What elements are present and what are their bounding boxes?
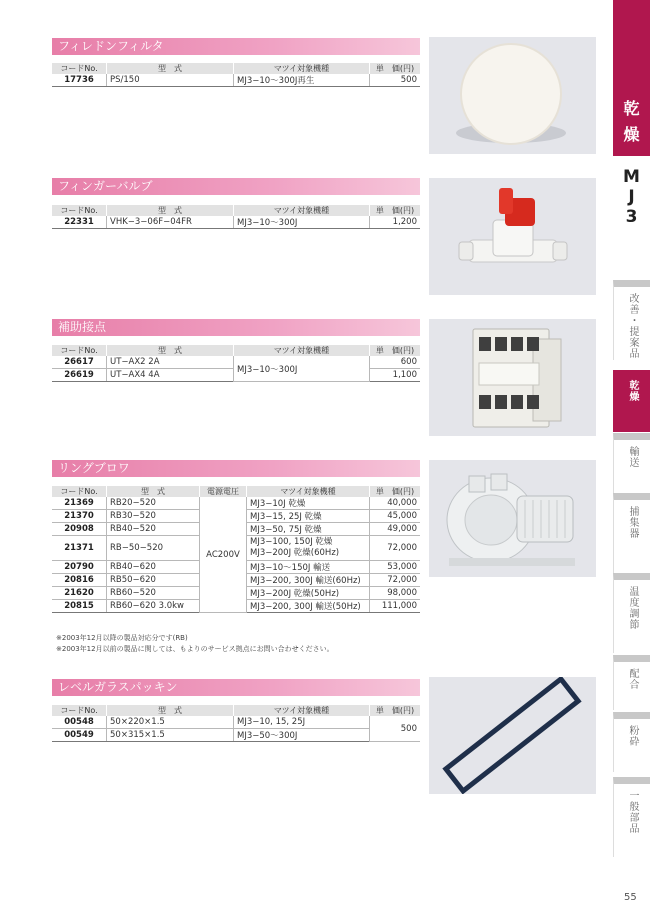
blower-notes — [56, 633, 334, 655]
filter-disc-image — [429, 37, 596, 154]
code-cell: 00549 — [52, 729, 107, 742]
gasket-photo — [429, 677, 596, 794]
page-number: 55 — [624, 892, 637, 903]
tab-label: 配合 — [627, 668, 638, 690]
col-price: 単 価(円) — [370, 205, 421, 216]
table-row — [52, 497, 420, 510]
price-cell: 500 — [370, 716, 421, 742]
series-char: J — [628, 187, 635, 207]
col-model: 型 式 — [107, 486, 200, 497]
price-cell: 98,000 — [370, 587, 421, 600]
category-char: 乾 — [623, 99, 640, 118]
target-cell: MJ3−10〜300J再生 — [234, 74, 370, 87]
series-char: 3 — [625, 207, 638, 227]
section-title: フィンガーバルブ — [52, 178, 420, 195]
series-char: M — [623, 167, 640, 187]
section-filter — [52, 38, 420, 87]
price-cell: 72,000 — [370, 536, 421, 561]
model-cell: RB30−520 — [107, 510, 200, 523]
tab-blending[interactable] — [613, 655, 650, 710]
price-cell: 40,000 — [370, 497, 421, 510]
price-cell: 500 — [370, 74, 421, 87]
code-cell: 20908 — [52, 523, 107, 536]
model-cell: 50×220×1.5 — [107, 716, 234, 729]
model-cell: VHK−3−06F−04FR — [107, 216, 234, 229]
col-code: コードNo. — [52, 63, 107, 74]
tab-label: 捕集器 — [627, 506, 638, 539]
section-valve — [52, 178, 420, 229]
tab-label: 温度調節 — [627, 586, 638, 630]
price-cell: 111,000 — [370, 600, 421, 613]
code-cell: 20790 — [52, 561, 107, 574]
code-cell: 20815 — [52, 600, 107, 613]
target-cell: MJ3−50〜300J — [234, 729, 370, 742]
code-cell: 17736 — [52, 74, 107, 87]
tab-temperature[interactable] — [613, 573, 650, 653]
col-model: 型 式 — [107, 205, 234, 216]
col-target: マツイ対象機種 — [247, 486, 370, 497]
section-title: フィレドンフィルタ — [52, 38, 420, 55]
model-cell: UT−AX2 2A — [107, 356, 234, 369]
tab-conveying[interactable] — [613, 433, 650, 493]
section-blower — [52, 460, 420, 613]
tab-label: 一般部品 — [627, 790, 638, 834]
section-title: 補助接点 — [52, 319, 420, 336]
col-target: マツイ対象機種 — [234, 205, 370, 216]
model-cell: PS/150 — [107, 74, 234, 87]
tab-collector[interactable] — [613, 493, 650, 573]
target-cell: MJ3−200J 乾燥(50Hz) — [247, 587, 370, 600]
valve-photo — [429, 178, 596, 295]
price-cell: 45,000 — [370, 510, 421, 523]
model-cell: RB60−620 3.0kw — [107, 600, 200, 613]
target-cell: MJ3−15, 25J 乾燥 — [247, 510, 370, 523]
col-code: コードNo. — [52, 205, 107, 216]
parts-table — [52, 63, 420, 87]
target-cell: MJ3−50, 75J 乾燥 — [247, 523, 370, 536]
col-code: コードNo. — [52, 705, 107, 716]
price-cell: 49,000 — [370, 523, 421, 536]
target-cell: MJ3−10〜300J — [234, 356, 370, 382]
parts-table — [52, 486, 420, 613]
table-row — [52, 729, 420, 742]
contact-photo — [429, 319, 596, 436]
model-cell: RB40−520 — [107, 523, 200, 536]
col-model: 型 式 — [107, 345, 234, 356]
target-cell: MJ3−10J 乾燥 — [247, 497, 370, 510]
col-model: 型 式 — [107, 63, 234, 74]
note-line: ※2003年12月以降の製品対応分です(RB) — [56, 634, 188, 642]
col-target: マツイ対象機種 — [234, 345, 370, 356]
table-row — [52, 716, 420, 729]
section-gasket — [52, 679, 420, 742]
tab-crushing[interactable] — [613, 712, 650, 772]
current-category-header — [613, 0, 650, 156]
category-char: 燥 — [623, 125, 640, 144]
valve-image — [429, 178, 596, 295]
table-row — [52, 74, 420, 87]
voltage-cell: AC200V — [200, 497, 247, 613]
price-cell: 53,000 — [370, 561, 421, 574]
price-cell: 600 — [370, 356, 421, 369]
model-cell: RB60−520 — [107, 587, 200, 600]
target-cell: MJ3−10〜300J — [234, 216, 370, 229]
table-row — [52, 356, 420, 369]
col-price: 単 価(円) — [370, 345, 421, 356]
parts-table — [52, 705, 420, 742]
ring-blower-image — [429, 460, 596, 577]
contact-block-image — [429, 319, 596, 436]
section-title: レベルガラスパッキン — [52, 679, 420, 696]
parts-table — [52, 345, 420, 382]
section-contact — [52, 319, 420, 382]
code-cell: 21369 — [52, 497, 107, 510]
model-cell: UT−AX4 4A — [107, 369, 234, 382]
target-line: MJ3−100, 150J 乾燥 — [250, 537, 333, 547]
note-line: ※2003年12月以前の製品に関しては、もよりのサービス拠点にお問い合わせください。 — [56, 645, 334, 653]
col-price: 単 価(円) — [370, 63, 421, 74]
code-cell: 21620 — [52, 587, 107, 600]
target-cell: MJ3−200, 300J 輸送(50Hz) — [247, 600, 370, 613]
col-code: コードNo. — [52, 486, 107, 497]
price-cell: 1,100 — [370, 369, 421, 382]
col-target: マツイ対象機種 — [234, 705, 370, 716]
col-price: 単 価(円) — [370, 705, 421, 716]
target-cell: MJ3−10, 15, 25J — [234, 716, 370, 729]
code-cell: 26617 — [52, 356, 107, 369]
tab-improvement[interactable] — [613, 280, 650, 360]
code-cell: 22331 — [52, 216, 107, 229]
col-target: マツイ対象機種 — [234, 63, 370, 74]
col-model: 型 式 — [107, 705, 234, 716]
code-cell: 20816 — [52, 574, 107, 587]
target-cell — [247, 536, 370, 561]
model-cell: 50×315×1.5 — [107, 729, 234, 742]
blower-photo — [429, 460, 596, 577]
filter-photo — [429, 37, 596, 154]
target-line: MJ3−200J 乾燥(60Hz) — [250, 548, 340, 558]
code-cell: 00548 — [52, 716, 107, 729]
gasket-image — [429, 677, 596, 794]
tab-label: 乾燥 — [627, 380, 638, 402]
target-cell: MJ3−10〜150J 輸送 — [247, 561, 370, 574]
tab-label: 輸送 — [627, 446, 638, 468]
col-voltage: 電源電圧 — [200, 486, 247, 497]
target-cell: MJ3−200, 300J 輸送(60Hz) — [247, 574, 370, 587]
code-cell: 26619 — [52, 369, 107, 382]
model-cell: RB40−620 — [107, 561, 200, 574]
price-cell: 1,200 — [370, 216, 421, 229]
tab-drying[interactable] — [613, 370, 650, 432]
col-price: 単 価(円) — [370, 486, 421, 497]
code-cell: 21371 — [52, 536, 107, 561]
model-cell: RB20−520 — [107, 497, 200, 510]
code-cell: 21370 — [52, 510, 107, 523]
tab-label: 粉砕 — [627, 725, 638, 747]
parts-table — [52, 205, 420, 229]
tab-label: 改善・提案品 — [627, 293, 638, 359]
col-code: コードNo. — [52, 345, 107, 356]
tab-general-parts[interactable] — [613, 777, 650, 857]
model-cell: RB50−620 — [107, 574, 200, 587]
price-cell: 72,000 — [370, 574, 421, 587]
category-sidebar — [613, 0, 650, 919]
table-row — [52, 216, 420, 229]
section-title: リングブロワ — [52, 460, 420, 477]
model-cell: RB−50−520 — [107, 536, 200, 561]
